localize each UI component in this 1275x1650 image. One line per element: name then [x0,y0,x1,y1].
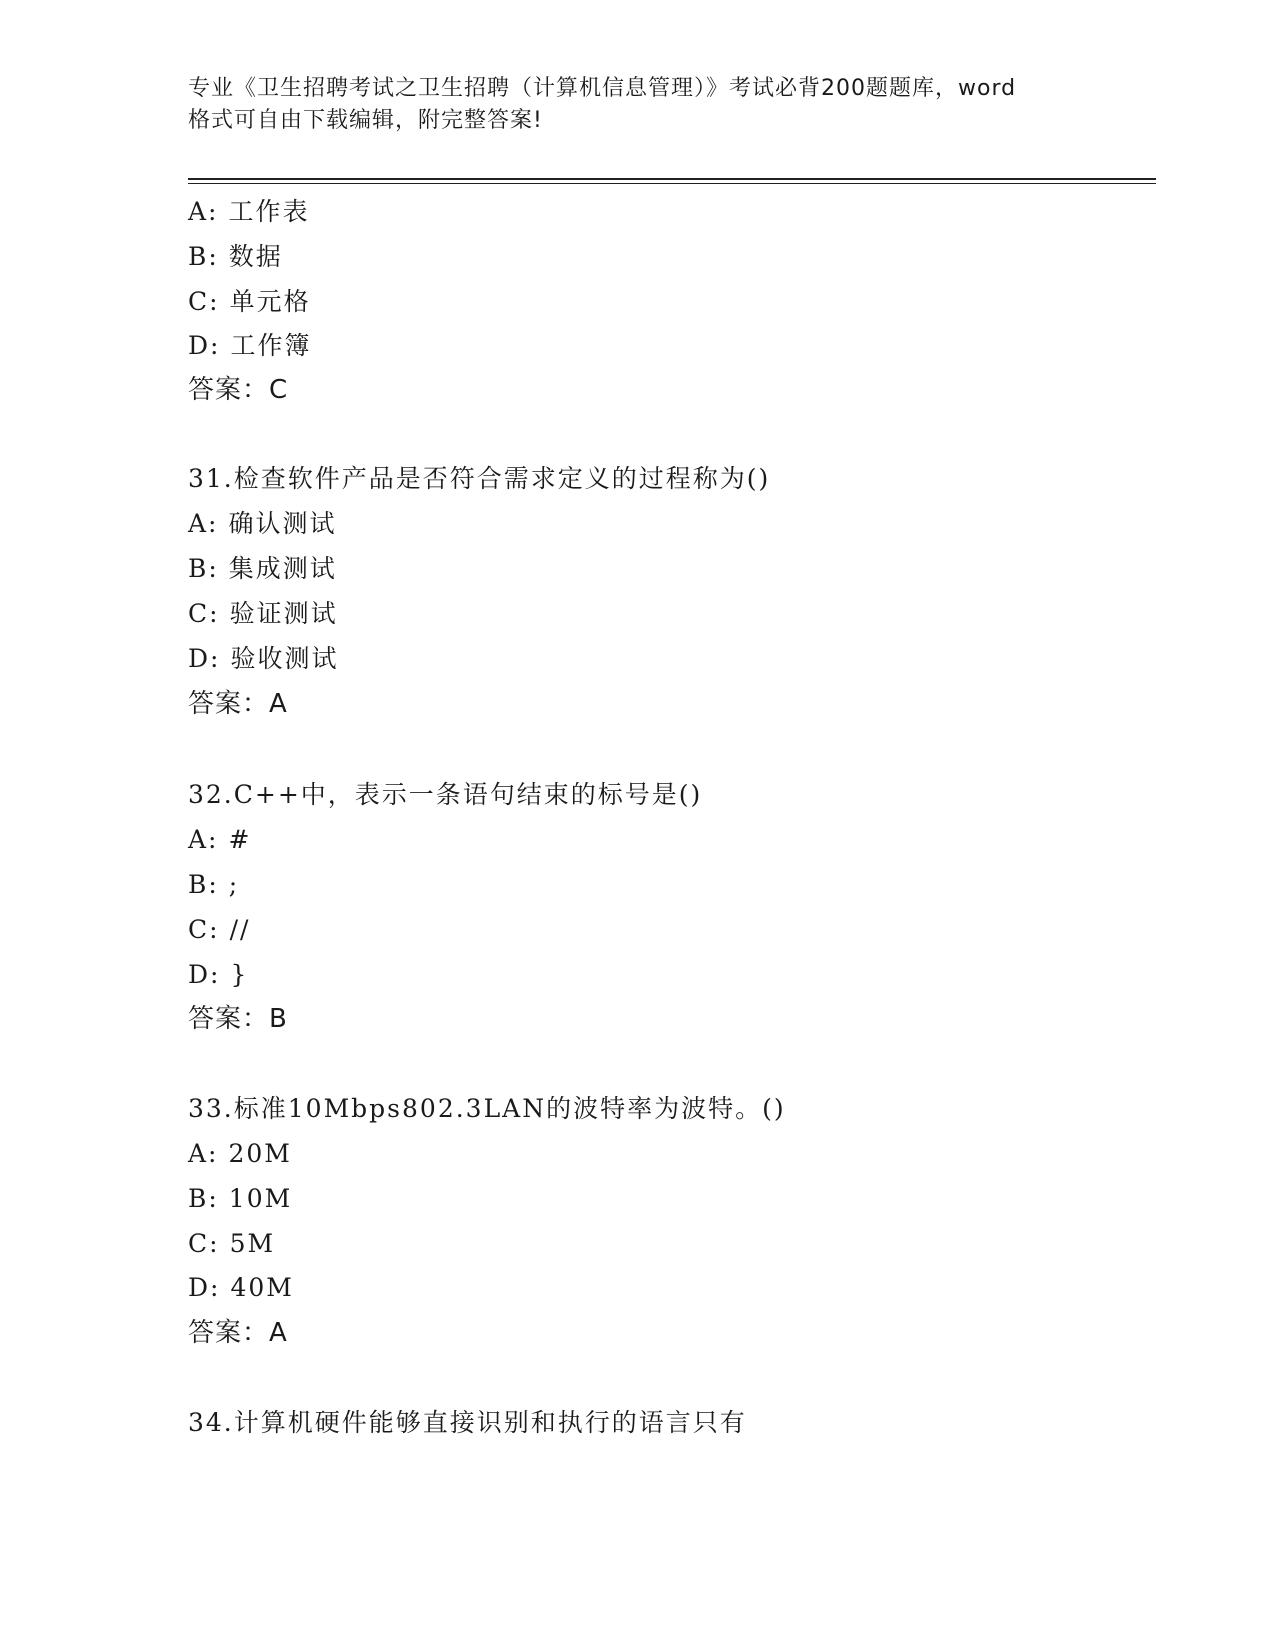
q33-option-b: B: 10M [188,1184,293,1213]
q33-answer: 答案：A [188,1318,288,1348]
header-title-line2: 格式可自由下载编辑，附完整答案! [188,108,543,133]
q32-option-a: A: # [188,825,252,854]
q30-option-c: C: 单元格 [188,287,311,316]
q31-question: 31.检查软件产品是否符合需求定义的过程称为() [188,464,771,493]
header-rule [188,178,1156,180]
q34-question: 34.计算机硬件能够直接识别和执行的语言只有 [188,1408,747,1437]
q30-answer: 答案：C [188,375,289,405]
q32-option-d: D: } [188,960,249,989]
q30-option-b: B: 数据 [188,242,283,271]
q30-option-d: D: 工作簿 [188,331,312,360]
document-header [188,73,1088,137]
q32-question: 32.C++中，表示一条语句结束的标号是() [188,780,703,809]
q31-option-d: D: 验收测试 [188,644,339,673]
q31-option-c: C: 验证测试 [188,599,338,628]
q30-option-a: A: 工作表 [188,197,310,226]
q31-answer: 答案：A [188,689,288,719]
q33-option-d: D: 40M [188,1273,294,1302]
header-title-line1: 专业《卫生招聘考试之卫生招聘（计算机信息管理）》考试必背200题题库，word [188,76,1017,101]
q31-option-a: A: 确认测试 [188,509,337,538]
q32-option-b: B: ; [188,870,240,899]
q32-answer: 答案：B [188,1004,288,1034]
q33-question: 33.标准10Mbps802.3LAN的波特率为波特。() [188,1094,786,1123]
q33-option-c: C: 5M [188,1229,276,1258]
q32-option-c: C: // [188,915,251,944]
q31-option-b: B: 集成测试 [188,554,337,583]
header-rule-thin [188,183,1156,184]
q33-option-a: A: 20M [188,1139,292,1168]
